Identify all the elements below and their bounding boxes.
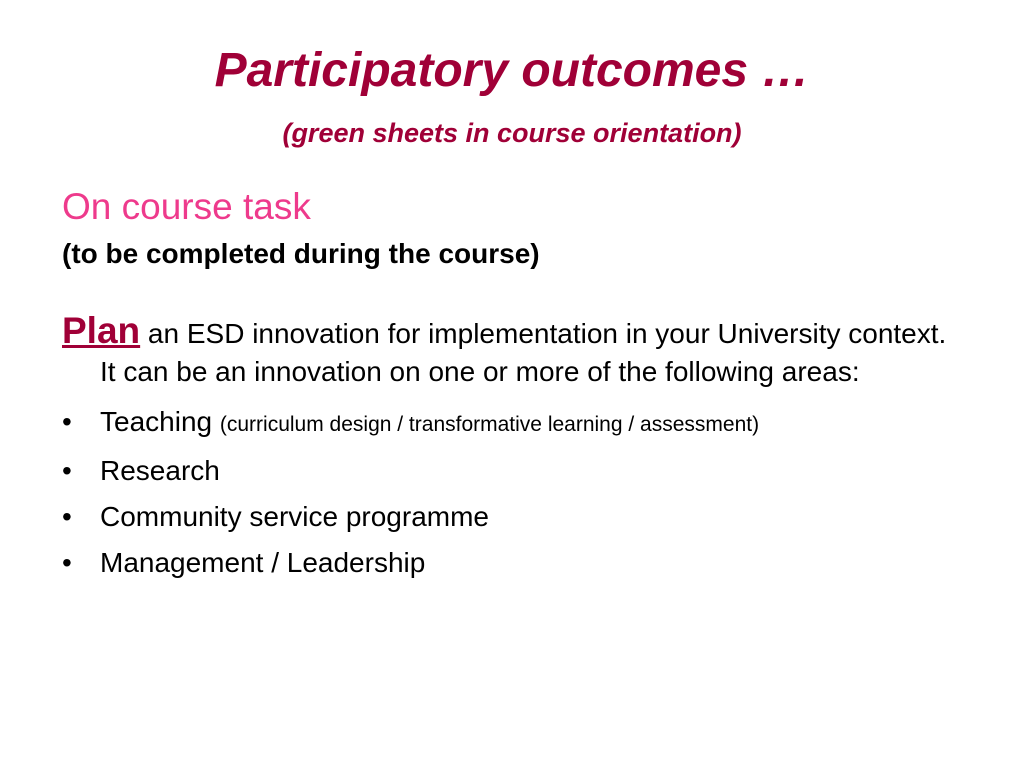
slide-subtitle: (green sheets in course orientation) <box>282 118 742 148</box>
plan-paragraph <box>62 312 962 391</box>
list-item-management <box>62 540 962 586</box>
plan-keyword: Plan <box>62 310 141 351</box>
list-item-label: Teaching <box>100 406 213 437</box>
list-item-label: Community service programme <box>100 501 489 532</box>
list-item-note: (curriculum design / transformative learning / assessment) <box>219 413 760 436</box>
list-item-community-service <box>62 494 962 540</box>
bullet-icon: • <box>62 406 72 437</box>
list-item-label: Research <box>100 455 220 486</box>
bullet-icon: • <box>62 547 72 578</box>
plan-description: an ESD innovation for implementation in your University context. It can be an innovation on one or more of the following areas: <box>100 318 947 387</box>
slide-body <box>62 184 962 586</box>
list-item-label: Management / Leadership <box>100 547 426 578</box>
list-item-teaching <box>62 399 962 448</box>
section-note: (to be completed during the course) <box>62 238 540 269</box>
list-item-research <box>62 448 962 494</box>
section-heading: On course task <box>62 186 311 227</box>
bullet-icon: • <box>62 455 72 486</box>
areas-list <box>62 399 962 586</box>
bullet-icon: • <box>62 501 72 532</box>
slide-title: Participatory outcomes … <box>214 44 810 97</box>
